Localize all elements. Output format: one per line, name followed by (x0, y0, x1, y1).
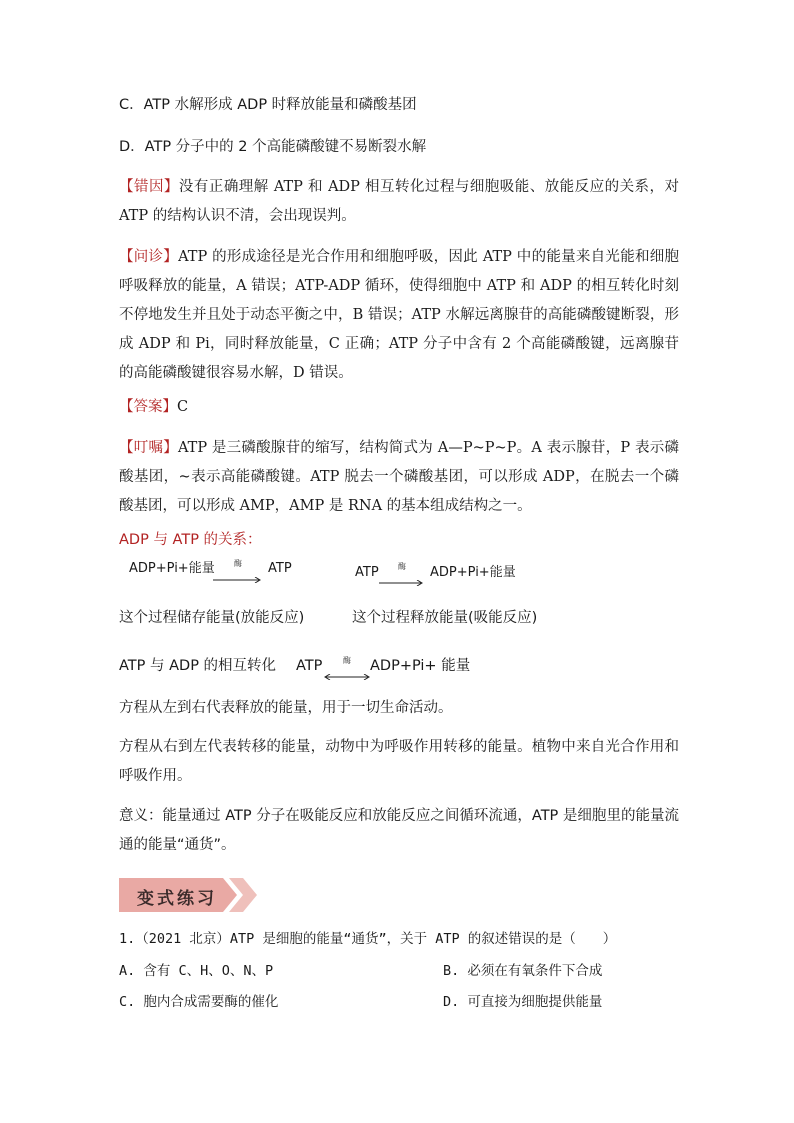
wenzhen-tag: 【问诊】 (119, 249, 179, 265)
eq2-arrow (379, 562, 425, 577)
answer-paragraph (119, 393, 679, 422)
question-stem: 1.（2021 北京）ATP 是细胞的能量“通货”，关于 ATP 的叙述错误的是（ ） (119, 931, 617, 947)
eq1-left: ADP+Pi+能量 (129, 561, 215, 576)
eq2-enzyme: 酶 (398, 562, 406, 571)
option-c: C．ATP 水解形成 ADP 时释放能量和磷酸基团 (119, 97, 417, 113)
desc-release-energy: 这个过程释放能量(吸能反应) (352, 610, 538, 626)
desc-store-energy: 这个过程储存能量(放能反应) (119, 610, 305, 626)
eq2-right: ADP+Pi+能量 (430, 565, 516, 580)
cuoyin-text: 没有正确理解 ATP 和 ADP 相互转化过程与细胞吸能、放能反应的关系，对 ATP 的结构认识不清，会出现误判。 (119, 179, 679, 224)
right-arrow-icon (379, 580, 425, 586)
right-arrow-icon (213, 577, 263, 583)
mutual-right: ADP+Pi+ 能量 (370, 658, 471, 674)
dingzhu-text: ATP 是三磷酸腺苷的缩写，结构简式为 A—P~P~P。A 表示腺苷，P 表示磷酸基团，~表示高能磷酸键。ATP 脱去一个磷酸基团，可以形成 ADP，在脱去一个磷酸基团，可以形成 AMP，AMP 是 RNA 的基本组成结构之一。 (119, 440, 680, 514)
left-to-right-note: 方程从左到右代表释放的能量，用于一切生命活动。 (119, 700, 453, 716)
answer-text: C (177, 399, 189, 415)
question-option-c: C. 胞内合成需要酶的催化 (119, 994, 279, 1010)
question-option-a: A. 含有 C、H、O、N、P (119, 963, 274, 979)
dingzhu-tag: 【叮嘱】 (119, 440, 178, 456)
relation-heading: ADP 与 ATP 的关系： (119, 532, 262, 548)
mutual-enzyme: 酶 (343, 656, 351, 665)
question-option-d: D. 可直接为细胞提供能量 (443, 994, 603, 1010)
right-to-left-note: 方程从右到左代表转移的能量，动物中为呼吸作用转移的能量。植物中来自光合作用和呼吸作用。 (119, 739, 679, 784)
double-arrow-icon (324, 674, 370, 680)
section-title: 变式练习 (137, 889, 217, 909)
mutual-arrow (324, 656, 370, 671)
option-d: D．ATP 分子中的 2 个高能磷酸键不易断裂水解 (119, 139, 427, 155)
wenzhen-text: ATP 的形成途径是光合作用和细胞呼吸，因此 ATP 中的能量来自光能和细胞呼吸释放的能量，A 错误；ATP-ADP 循环，使得细胞中 ATP 和 ADP 的相互转化时刻不停地发生并且处于动态平衡之中，B 错误；ATP 水解远离腺苷的高能磷酸键断裂，形成 ADP 和 Pi，同时释放能量，C 正确；ATP 分子中含有 2 个高能磷酸键，远离腺苷的高能磷酸键很容易水解，D 错误。 (119, 249, 680, 381)
cuoyin-paragraph (119, 173, 679, 231)
section-banner (119, 878, 271, 912)
question-option-b: B. 必须在有氧条件下合成 (443, 963, 603, 979)
eq1-right: ATP (268, 561, 292, 576)
eq1-arrow (213, 559, 263, 574)
eq2-left: ATP (355, 565, 379, 580)
answer-tag: 【答案】 (119, 399, 177, 415)
cuoyin-tag: 【错因】 (119, 179, 179, 195)
wenzhen-paragraph (119, 243, 679, 388)
eq1-enzyme: 酶 (234, 559, 242, 568)
dingzhu-paragraph (119, 434, 679, 521)
mutual-left: ATP (296, 658, 323, 674)
mutual-label: ATP 与 ADP 的相互转化 (119, 658, 277, 674)
meaning-note: 意义：能量通过 ATP 分子在吸能反应和放能反应之间循环流通，ATP 是细胞里的能量流通的能量“通货”。 (119, 808, 679, 853)
